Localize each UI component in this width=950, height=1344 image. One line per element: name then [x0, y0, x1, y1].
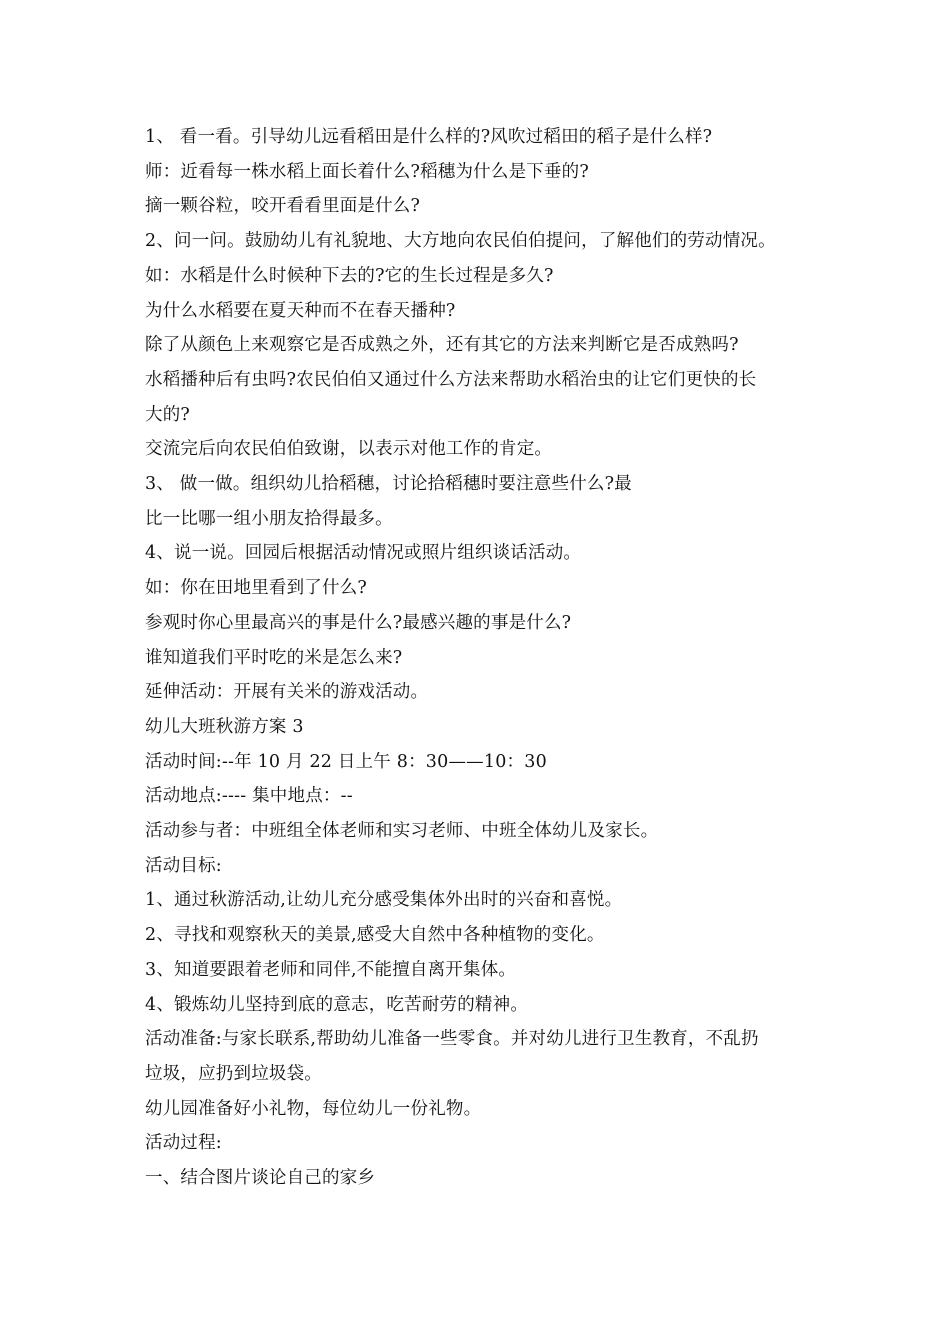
text-line: 除了从颜色上来观察它是否成熟之外，还有其它的方法来判断它是否成熟吗? [145, 335, 739, 356]
text-line: 大的? [145, 404, 190, 425]
text-line: 交流完后向农民伯伯致谢，以表示对他工作的肯定。 [145, 439, 553, 460]
text-line: 垃圾，应扔到垃圾袋。 [145, 1063, 322, 1084]
text-line: 幼儿园准备好小礼物，每位幼儿一份礼物。 [145, 1098, 482, 1119]
text-line: 1、 看一看。引导幼儿远看稻田是什么样的?风吹过稻田的稻子是什么样? [145, 127, 713, 147]
text-line: 2、问一问。鼓励幼儿有礼貌地、大方地向农民伯伯提问，了解他们的劳动情况。 [145, 231, 776, 252]
text-line: 摘一颗谷粒，咬开看看里面是什么? [145, 196, 421, 217]
text-line: 为什么水稻要在夏天种而不在春天播种? [145, 300, 456, 321]
text-line: 师：近看每一株水稻上面长着什么?稻穗为什么是下垂的? [145, 161, 589, 182]
text-line: 2、寻找和观察秋天的美景,感受大自然中各种植物的变化。 [145, 925, 605, 946]
text-line: 参观时你心里最高兴的事是什么?最感兴趣的事是什么? [145, 612, 572, 633]
text-line: 如：水稻是什么时候种下去的?它的生长过程是多久? [145, 265, 554, 286]
text-line: 延伸活动：开展有关米的游戏活动。 [145, 682, 429, 703]
section-heading: 幼儿大班秋游方案 3 [145, 716, 304, 737]
text-line: 如：你在田地里看到了什么? [145, 578, 367, 599]
text-line: 1、通过秋游活动,让幼儿充分感受集体外出时的兴奋和喜悦。 [145, 890, 623, 911]
text-line: 活动过程: [145, 1133, 222, 1154]
text-line: 活动准备:与家长联系,帮助幼儿准备一些零食。并对幼儿进行卫生教育，不乱扔 [145, 1029, 759, 1050]
text-line: 活动地点:---- 集中地点：-- [145, 786, 353, 807]
text-line: 谁知道我们平时吃的米是怎么来? [145, 647, 403, 668]
text-line: 活动目标: [145, 855, 222, 876]
text-line: 4、说一说。回园后根据活动情况或照片组织谈话活动。 [145, 543, 582, 564]
text-line: 活动参与者：中班组全体老师和实习老师、中班全体幼儿及家长。 [145, 821, 659, 842]
text-line: 水稻播种后有虫吗?农民伯伯又通过什么方法来帮助水稻治虫的让它们更快的长 [145, 369, 757, 390]
text-line: 比一比哪一组小朋友拾得最多。 [145, 508, 393, 529]
text-line: 活动时间:--年 10 月 22 日上午 8：30——10：30 [145, 751, 547, 772]
text-line: 3、 做一做。组织幼儿拾稻穗，讨论拾稻穗时要注意些什么?最 [145, 474, 632, 495]
text-line: 一、结合图片谈论自己的家乡 [145, 1168, 376, 1189]
document-body [145, 120, 835, 1196]
text-line: 3、知道要跟着老师和同伴,不能擅自离开集体。 [145, 959, 517, 980]
text-line: 4、锻炼幼儿坚持到底的意志，吃苦耐劳的精神。 [145, 994, 529, 1015]
